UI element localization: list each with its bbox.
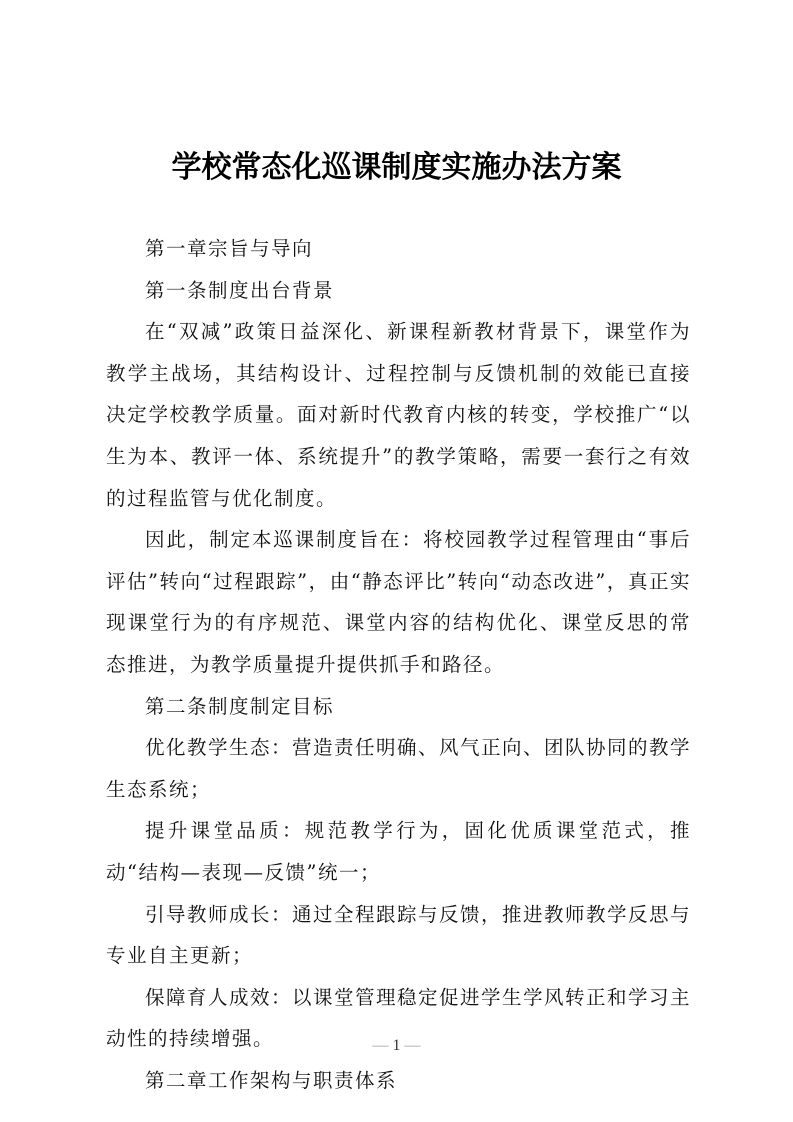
article-heading: 第一条制度出台背景 bbox=[145, 278, 335, 302]
body-paragraph: 引导教师成长：通过全程跟踪与反馈，推进教师教学反思与专业自主更新； bbox=[106, 902, 692, 968]
page-number: 1 bbox=[392, 1037, 401, 1054]
chapter-heading: 第一章宗旨与导向 bbox=[145, 237, 314, 260]
body-paragraph: 优化教学生态：营造责任明确、风气正向、团队协同的教学生态系统； bbox=[106, 736, 692, 801]
article-heading: 第二条制度制定目标 bbox=[145, 694, 335, 718]
body-paragraph: 提升课堂品质：规范教学行为，固化优质课堂范式，推动“结构—表现—反馈”统一； bbox=[106, 819, 691, 884]
page-footer bbox=[0, 1037, 793, 1055]
body-paragraph: 保障育人成效：以课堂管理稳定促进学生学风转正和学习主动性的持续增强。 bbox=[106, 985, 692, 1051]
chapter-heading: 第二章工作架构与职责体系 bbox=[145, 1068, 398, 1092]
document-body bbox=[106, 228, 691, 1101]
body-paragraph: 在“双减”政策日益深化、新课程新教材背景下，课堂作为教学主战场，其结构设计、过程控制与反馈机制的效能已直接决定学校教学质量。面对新时代教育内核的转变，学校推广“以生为本、教评一体、系统提升”的教学策略，需要一套行之有效的过程监管与优化制度。 bbox=[106, 320, 691, 510]
document-title: 学校常态化巡课制度实施办法方案 bbox=[171, 150, 622, 185]
page-dash-left: — bbox=[372, 1037, 389, 1054]
page-dash-right: — bbox=[404, 1037, 421, 1054]
body-paragraph: 因此，制定本巡课制度旨在：将校园教学过程管理由“事后评估”转向“过程跟踪”，由“静态评比”转向“动态改进”，真正实现课堂行为的有序规范、课堂内容的结构优化、课堂反思的常态推进，为教学质量提升提供抓手和路径。 bbox=[106, 528, 691, 676]
